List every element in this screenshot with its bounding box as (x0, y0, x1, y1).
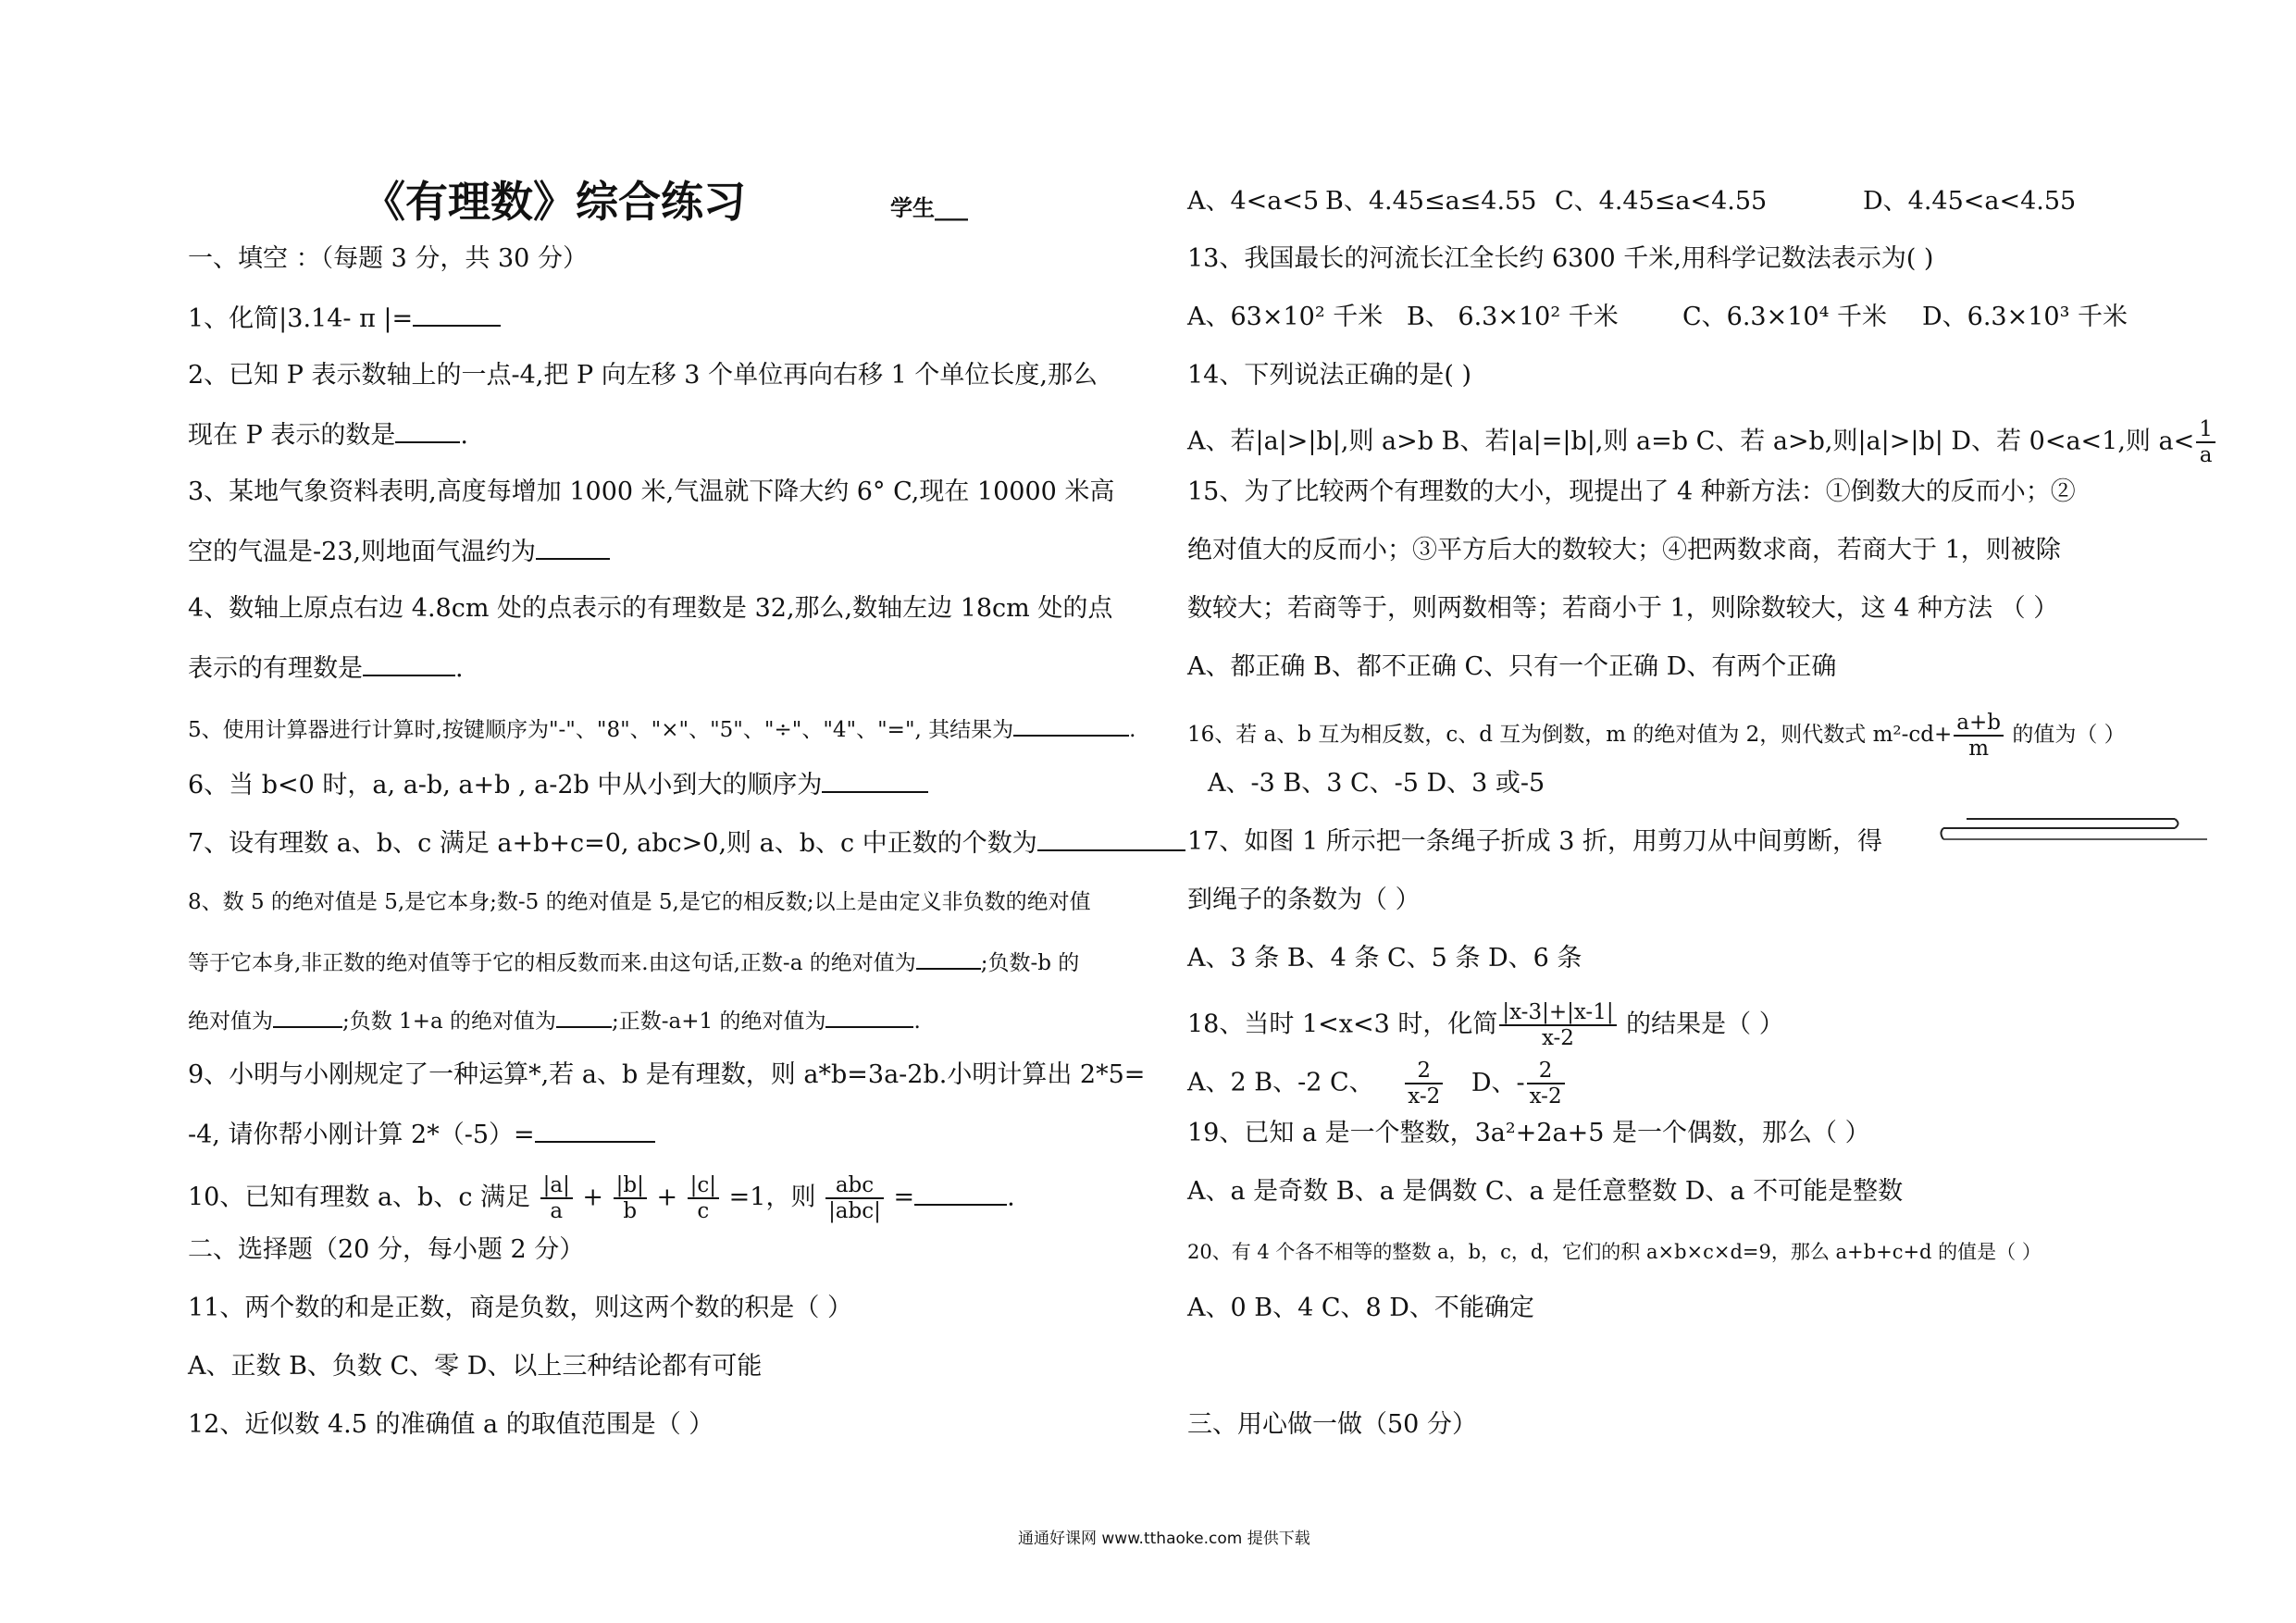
question-1: 1、化简|3.14- π |= (188, 301, 501, 336)
question-18-options: A、2 B、-2 C、 $\frac{2}{x-2}$ D、- $\frac{2}{x-2}$ (1187, 1059, 1567, 1109)
question-9-line2: -4, 请你帮小刚计算 2*（-5）= (188, 1117, 655, 1152)
answer-blank[interactable] (536, 534, 610, 560)
question-12: 12、近似数 4.5 的准确值 a 的取值范围是（ ） (188, 1410, 714, 1439)
question-3-line2: 空的气温是-23,则地面气温约为 (188, 534, 610, 569)
question-16: 16、若 a、b 互为相反数，c、d 互为倒数，m 的绝对值为 2，则代数式 m²-cd+ $\frac{a+b}{m}$ 的值为（ ） (1187, 711, 2126, 761)
question-12-option-b: B、4.45≤a≤4.55 (1325, 187, 1537, 216)
question-2-line1: 2、已知 P 表示数轴上的一点-4,把 P 向左移 3 个单位再向右移 1 个单位长度,那么 (188, 361, 1098, 390)
question-11-options: A、正数 B、负数 C、零 D、以上三种结论都有可能 (188, 1352, 763, 1381)
answer-blank[interactable] (914, 1180, 1007, 1206)
answer-blank[interactable] (822, 767, 928, 793)
fraction-abs-expression-over-x-minus-2: $\frac{|x-3|+|x-1|}{x-2}$ (1499, 1000, 1616, 1050)
question-9-line1: 9、小明与小刚规定了一种运算*,若 a、b 是有理数，则 a*b=3a-2b.小明计算出 2*5= (188, 1060, 1146, 1089)
question-12-option-a: A、4<a<5 (1187, 187, 1320, 216)
question-8-line1: 8、数 5 的绝对值是 5,是它本身;数-5 的绝对值是 5,是它的相反数;以上是由定义非负数的绝对值 (188, 890, 1091, 914)
question-13-option-c: C、6.3×10⁴ 千米 (1682, 303, 1887, 331)
question-17-line2: 到绳子的条数为（ ） (1187, 886, 1421, 914)
question-15-line2: 绝对值大的反而小；③平方后大的数较大；④把两数求商，若商大于 1，则被除 (1187, 536, 2061, 564)
question-12-option-d: D、4.45<a<4.55 (1863, 187, 2077, 216)
question-19-options: A、a 是奇数 B、a 是偶数 C、a 是任意整数 D、a 不可能是整数 (1187, 1177, 1904, 1206)
question-7: 7、设有理数 a、b、c 满足 a+b+c=0, abc>0,则 a、b、c 中正数的个数为 (188, 825, 1185, 861)
question-13-option-b: B、 6.3×10² 千米 (1407, 303, 1619, 331)
question-13-option-d: D、6.3×10³ 千米 (1922, 303, 2128, 331)
answer-blank[interactable] (1037, 825, 1185, 851)
question-15-options: A、都正确 B、都不正确 C、只有一个正确 D、有两个正确 (1187, 652, 1837, 681)
question-4-line1: 4、数轴上原点右边 4.8cm 处的点表示的有理数是 32,那么,数轴左边 18cm 处的点 (188, 594, 1113, 623)
fraction-abs-c-over-c: $\frac{|c|}{c}$ (688, 1173, 719, 1223)
footer-credit: 通通好课网 www.tthaoke.com 提供下载 (1018, 1530, 1310, 1548)
rope-right-fold (2175, 819, 2178, 828)
question-16-options: A、-3 B、3 C、-5 D、3 或-5 (1208, 769, 1545, 798)
fraction-abc-over-abs-abc: $\frac{\text{abc}}{\text{|abc|}}$ (825, 1173, 884, 1223)
fraction-1-over-a: $\frac{1}{a}$ (2196, 417, 2215, 467)
student-label: 学生___ (890, 194, 968, 221)
rope-figure (1939, 810, 2216, 865)
answer-blank[interactable] (825, 1002, 913, 1028)
question-13-option-a: A、63×10² 千米 (1187, 303, 1384, 331)
answer-blank[interactable] (556, 1002, 612, 1028)
rope-left-fold (1942, 828, 1944, 839)
answer-blank[interactable] (363, 650, 455, 676)
question-2-line2: 现在 P 表示的数是 . (188, 417, 468, 452)
question-17-line1: 17、如图 1 所示把一条绳子折成 3 折，用剪刀从中间剪断，得 (1187, 827, 1883, 856)
answer-blank[interactable] (413, 301, 501, 327)
question-14: 14、下列说法正确的是( ) (1187, 361, 1472, 390)
section-work-heading: 三、用心做一做（50 分） (1187, 1410, 1477, 1439)
section-choice-heading: 二、选择题（20 分，每小题 2 分） (188, 1235, 585, 1264)
question-14-options: A、若|a|>|b|,则 a>b B、若|a|=|b|,则 a=b C、若 a>b,则|a|>|b| D、若 0<a<1,则 a< $\frac{1}{a}$ (1187, 417, 2217, 467)
answer-blank[interactable] (916, 944, 981, 970)
answer-blank[interactable] (535, 1117, 655, 1143)
question-10: 10、已知有理数 a、b、c 满足 $\frac{|a|}{a}$ + $\frac{|b|}{b}$ + $\frac{|c|}{c}$ =1，则 $\frac{\text{abc}}{\text{|abc|}}$ = . (188, 1173, 1015, 1223)
question-13: 13、我国最长的河流长江全长约 6300 千米,用科学记数法表示为( ) (1187, 244, 1934, 273)
question-6: 6、当 b<0 时，a, a-b, a+b , a-2b 中从小到大的顺序为 (188, 767, 928, 802)
question-3-line1: 3、某地气象资料表明,高度每增加 1000 米,气温就下降大约 6° C,现在 10000 米高 (188, 477, 1115, 506)
fraction-2-over-x-minus-2-negative: $\frac{2}{x-2}$ (1527, 1059, 1565, 1109)
question-19: 19、已知 a 是一个整数，3a²+2a+5 是一个偶数，那么（ ） (1187, 1119, 1870, 1147)
question-15-line1: 15、为了比较两个有理数的大小，现提出了 4 种新方法：①倒数大的反而小；② (1187, 477, 2076, 506)
question-8-line3: 绝对值为 ;负数 1+a 的绝对值为 ;正数-a+1 的绝对值为 . (188, 1002, 921, 1038)
question-8-line2: 等于它本身,非正数的绝对值等于它的相反数而来.由这句话,正数-a 的绝对值为 ;负数-b 的 (188, 944, 1079, 980)
fraction-abs-b-over-b: $\frac{|b|}{b}$ (614, 1173, 647, 1223)
section-fill-blank-heading: 一、填空 ：（每题 3 分，共 30 分） (188, 244, 588, 273)
question-20-options: A、0 B、4 C、8 D、不能确定 (1187, 1294, 1534, 1322)
question-12-option-c: C、4.45≤a<4.55 (1555, 187, 1768, 216)
question-18: 18、当时 1<x<3 时，化简 $\frac{|x-3|+|x-1|}{x-2}$ 的结果是（ ） (1187, 1000, 1784, 1050)
answer-blank[interactable] (273, 1002, 342, 1028)
fraction-2-over-x-minus-2: $\frac{2}{x-2}$ (1405, 1059, 1443, 1109)
question-17-options: A、3 条 B、4 条 C、5 条 D、6 条 (1187, 944, 1582, 973)
page-title: 《有理数》综合练习 (363, 177, 746, 227)
question-11: 11、两个数的和是正数，商是负数，则这两个数的积是（ ） (188, 1294, 852, 1322)
question-5: 5、使用计算器进行计算时,按键顺序为"-"、"8"、"×"、"5"、"÷"、"4"、"=", 其结果为 . (188, 711, 1136, 747)
question-20: 20、有 4 个各不相等的整数 a，b，c，d，它们的积 a×b×c×d=9，那么 a+b+c+d 的值是（ ） (1187, 1241, 2042, 1263)
fraction-a-plus-b-over-m: $\frac{a+b}{m}$ (1954, 711, 2004, 761)
question-15-line3: 数较大；若商等于，则两数相等；若商小于 1，则除数较大，这 4 种方法 （ ） (1187, 594, 2059, 623)
question-4-line2: 表示的有理数是 . (188, 650, 464, 686)
answer-blank[interactable] (1013, 711, 1129, 737)
fraction-abs-a-over-a: $\frac{|a|}{a}$ (540, 1173, 573, 1223)
answer-blank[interactable] (395, 417, 460, 443)
